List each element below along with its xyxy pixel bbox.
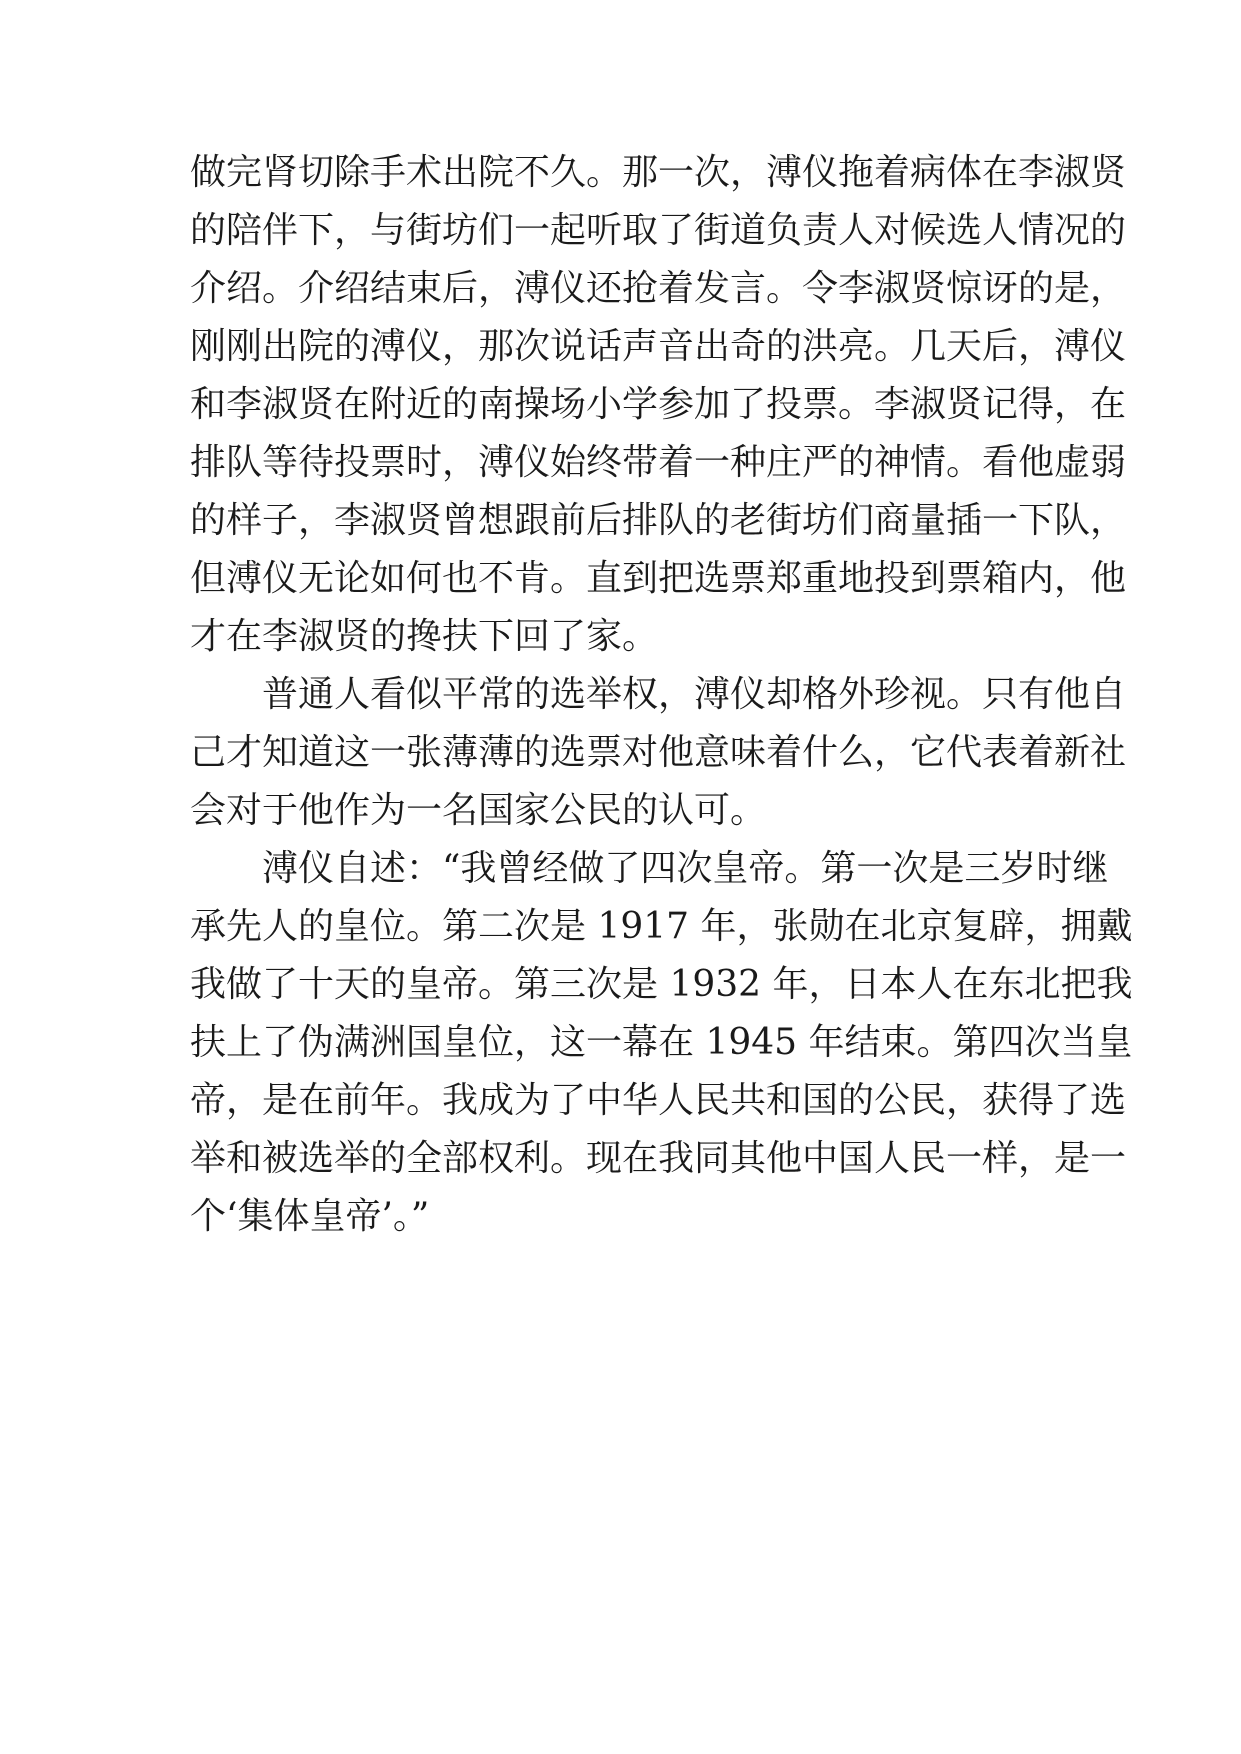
text-line: 举和被选举的全部权利。现在我同其他中国人民一样，是一 <box>190 1138 1127 1179</box>
text-line: 但溥仪无论如何也不肯。直到把选票郑重地投到票箱内，他 <box>190 558 1127 599</box>
text-line: 排队等待投票时，溥仪始终带着一种庄严的神情。看他虚弱 <box>190 442 1127 483</box>
text-line: 做完肾切除手术出院不久。那一次，溥仪拖着病体在李淑贤 <box>190 152 1127 193</box>
text-line: 介绍。介绍结束后，溥仪还抢着发言。令李淑贤惊讶的是， <box>190 268 1127 309</box>
text-line: 和李淑贤在附近的南操场小学参加了投票。李淑贤记得，在 <box>190 384 1127 425</box>
document-body <box>190 144 1133 1246</box>
text-line: 溥仪自述：“我曾经做了四次皇帝。第一次是三岁时继 <box>262 848 1109 889</box>
text-line: 才在李淑贤的搀扶下回了家。 <box>190 616 659 657</box>
text-line: 扶上了伪满洲国皇位，这一幕在 1945 年结束。第四次当皇 <box>190 1022 1133 1063</box>
text-line: 己才知道这一张薄薄的选票对他意味着什么，它代表着新社 <box>190 732 1127 773</box>
text-line: 的样子，李淑贤曾想跟前后排队的老街坊们商量插一下队， <box>190 500 1127 541</box>
text-line: 刚刚出院的溥仪，那次说话声音出奇的洪亮。几天后，溥仪 <box>190 326 1127 367</box>
text-line: 的陪伴下，与街坊们一起听取了街道负责人对候选人情况的 <box>190 210 1127 251</box>
text-line: 我做了十天的皇帝。第三次是 1932 年，日本人在东北把我 <box>190 964 1133 1005</box>
text-line: 会对于他作为一名国家公民的认可。 <box>190 790 767 831</box>
text-line: 承先人的皇位。第二次是 1917 年，张勋在北京复辟，拥戴 <box>190 906 1133 947</box>
text-line: 普通人看似平常的选举权，溥仪却格外珍视。只有他自 <box>262 674 1127 715</box>
text-line: 个‘集体皇帝’。” <box>190 1196 430 1237</box>
text-line: 帝，是在前年。我成为了中华人民共和国的公民，获得了选 <box>190 1080 1127 1121</box>
